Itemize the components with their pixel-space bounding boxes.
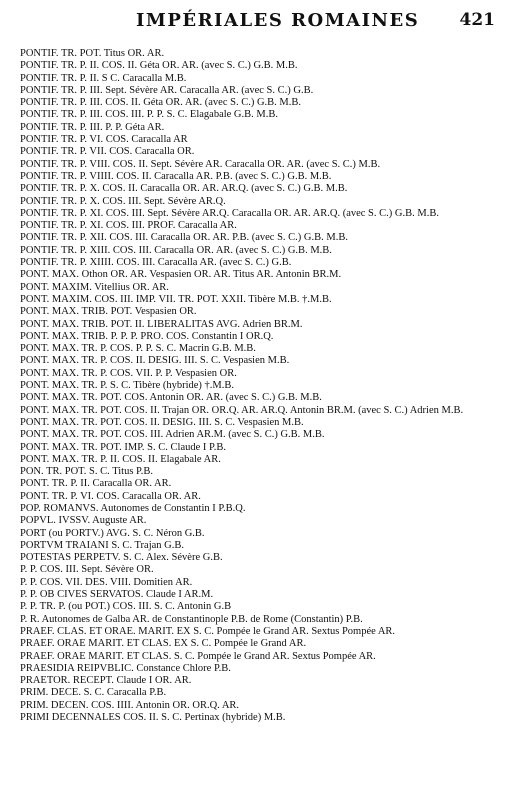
page-header (0, 4, 505, 34)
index-entry: PONTIF. TR. P. VIIII. COS. II. Caracalla AR. P.B. (avec S. C.) G.B. M.B. (20, 170, 332, 182)
index-entry: PONTIF. TR. P. X. COS. III. Sept. Sévère AR.Q. (20, 195, 226, 207)
index-entry: PONTIF. TR. P. VIII. COS. II. Sept. Sévère AR. Caracalla OR. AR. (avec S. C.) M.B. (20, 158, 381, 170)
index-entry: PON. TR. POT. S. C. Titus P.B. (20, 466, 153, 478)
index-entry: PONT. MAX. TR. P. S. C. Tibère (hybride) †.M.B. (20, 380, 235, 392)
index-entry: PORT (ou PORTV.) AVG. S. C. Néron G.B. (20, 527, 205, 539)
index-entry: POP. ROMANVS. Autonomes de Constantin I P.B.Q. (20, 502, 246, 514)
index-entry: PRAEF. CLAS. ET ORAE. MARIT. EX S. C. Pompée le Grand AR. Sextus Pompée AR. (20, 625, 396, 637)
index-entry: PONT. MAX. TR. POT. COS. II. DESIG. III. S. C. Vespasien M.B. (20, 416, 304, 428)
index-entry: PONTIF. TR. P. XI. COS. III. Sept. Sévère AR.Q. Caracalla OR. AR. AR.Q. (avec S. C.) G.B. M.B. (20, 207, 439, 219)
index-entry: PONTIF. TR. P. III. COS. III. P. P. S. C. Elagabale G.B. M.B. (20, 109, 278, 121)
index-entry: POTESTAS PERPETV. S. C. Alex. Sévère G.B. (20, 552, 223, 564)
index-entry: PORTVM TRAIANI S. C. Trajan G.B. (20, 539, 184, 551)
index-entry: P. P. OB CIVES SERVATOS. Claude I AR.M. (20, 589, 214, 601)
index-entry: P. R. Autonomes de Galba AR. de Constantinople P.B. de Rome (Constantin) P.B. (20, 613, 363, 625)
index-entry: PONT. MAX. TR. POT. COS. III. Adrien AR.M. (avec S. C.) G.B. M.B. (20, 429, 325, 441)
index-entry: PONTIF. TR. P. XI. COS. III. PROF. Caracalla AR. (20, 220, 237, 232)
index-entry: PONT. MAX. TR. P. COS. P. P. S. C. Macrin G.B. M.B. (20, 343, 256, 355)
index-entry: PONT. TR. P. II. Caracalla OR. AR. (20, 478, 172, 490)
page-title: IMPÉRIALES ROMAINES (136, 10, 420, 31)
index-entry: PONTIF. TR. P. III. P. P. Géta AR. (20, 121, 165, 133)
index-entry: PONTIF. TR. POT. Titus OR. AR. (20, 48, 165, 59)
index-entry: PONT. MAX. TR. POT. COS. II. Trajan OR. OR.Q. AR. AR.Q. Antonin BR.M. (avec S. C.) Adrien M.B. (20, 404, 464, 416)
index-entry: PRIM. DECEN. COS. IIII. Antonin OR. OR.Q. AR. (20, 699, 240, 711)
index-entry: P. P. COS. III. Sept. Sévère OR. (20, 564, 154, 576)
index-entry: PONT. MAX. TRIB. POT. II. LIBERALITAS AVG. Adrien BR.M. (20, 318, 303, 330)
index-entry: PONT. MAX. Othon OR. AR. Vespasien OR. AR. Titus AR. Antonin BR.M. (20, 269, 342, 281)
index-entry: PONTIF. TR. P. II. COS. II. Géta OR. AR. (avec S. C.) G.B. M.B. (20, 60, 298, 72)
index-entry: PRIM. DECE. S. C. Caracalla P.B. (20, 687, 167, 699)
page-number: 421 (459, 10, 495, 30)
index-entry: PONTIF. TR. P. VII. COS. Caracalla OR. (20, 146, 195, 158)
index-entry: PONT. MAX. TR. P. II. COS. II. Elagabale AR. (20, 453, 221, 465)
legend-index-list (20, 48, 498, 724)
index-entry: PONT. TR. P. VI. COS. Caracalla OR. AR. (20, 490, 201, 502)
index-entry: PONTIF. TR. P. II. S C. Caracalla M.B. (20, 72, 187, 84)
index-entry: PONTIF. TR. P. X. COS. II. Caracalla OR. AR. AR.Q. (avec S. C.) G.B. M.B. (20, 183, 348, 195)
index-entry: PRAEF. ORAE MARIT. ET CLAS. EX S. C. Pompée le Grand AR. (20, 638, 307, 650)
index-entry: PONT. MAXIM. Vitellius OR. AR. (20, 281, 169, 293)
index-entry: PONTIF. TR. P. XII. COS. III. Caracalla OR. AR. P.B. (avec S. C.) G.B. M.B. (20, 232, 348, 244)
index-entry: PONTIF. TR. P. III. COS. II. Géta OR. AR. (avec S. C.) G.B. M.B. (20, 97, 302, 109)
index-entry: P. P. COS. VII. DES. VIII. Domitien AR. (20, 576, 193, 588)
index-entry: PONT. MAX. TR. POT. IMP. S. C. Claude I P.B. (20, 441, 226, 453)
index-entry: POPVL. IVSSV. Auguste AR. (20, 515, 147, 527)
index-entry: PONT. MAX. TR. POT. COS. Antonin OR. AR. (avec S. C.) G.B. M.B. (20, 392, 322, 404)
index-entry: PONTIF. TR. P. VI. COS. Caracalla AR (20, 134, 188, 146)
index-entry: PONTIF. TR. P. XIII. COS. III. Caracalla OR. AR. (avec S. C.) G.B. M.B. (20, 244, 332, 256)
index-entry: PRAEF. ORAE MARIT. ET CLAS. S. C. Pompée le Grand AR. Sextus Pompée AR. (20, 650, 376, 662)
index-entry: PONT. MAX. TR. P. COS. VII. P. P. Vespasien OR. (20, 367, 237, 379)
index-entry: PONT. MAXIM. COS. III. IMP. VII. TR. POT. XXII. Tibère M.B. †.M.B. (20, 293, 332, 305)
index-entry: PONT. MAX. TRIB. POT. Vespasien OR. (20, 306, 197, 318)
index-entry: PONTIF. TR. P. III. Sept. Sévère AR. Caracalla AR. (avec S. C.) G.B. (20, 84, 314, 96)
index-entry: PRIMI DECENNALES COS. II. S. C. Pertinax (hybride) M.B. (20, 712, 286, 724)
index-entry: PRAESIDIA REIPVBLIC. Constance Chlore P.B. (20, 662, 231, 674)
index-entry: PONT. MAX. TRIB. P. P. P. PRO. COS. Constantin I OR.Q. (20, 330, 274, 342)
index-entry: PONT. MAX. TR. P. COS. II. DESIG. III. S. C. Vespasien M.B. (20, 355, 290, 367)
index-entry: PONTIF. TR. P. XIIII. COS. III. Caracalla AR. (avec S. C.) G.B. (20, 257, 292, 269)
index-entry: P. P. TR. P. (ou POT.) COS. III. S. C. Antonin G.B (20, 601, 232, 613)
index-entry: PRAETOR. RECEPT. Claude I OR. AR. (20, 675, 192, 687)
